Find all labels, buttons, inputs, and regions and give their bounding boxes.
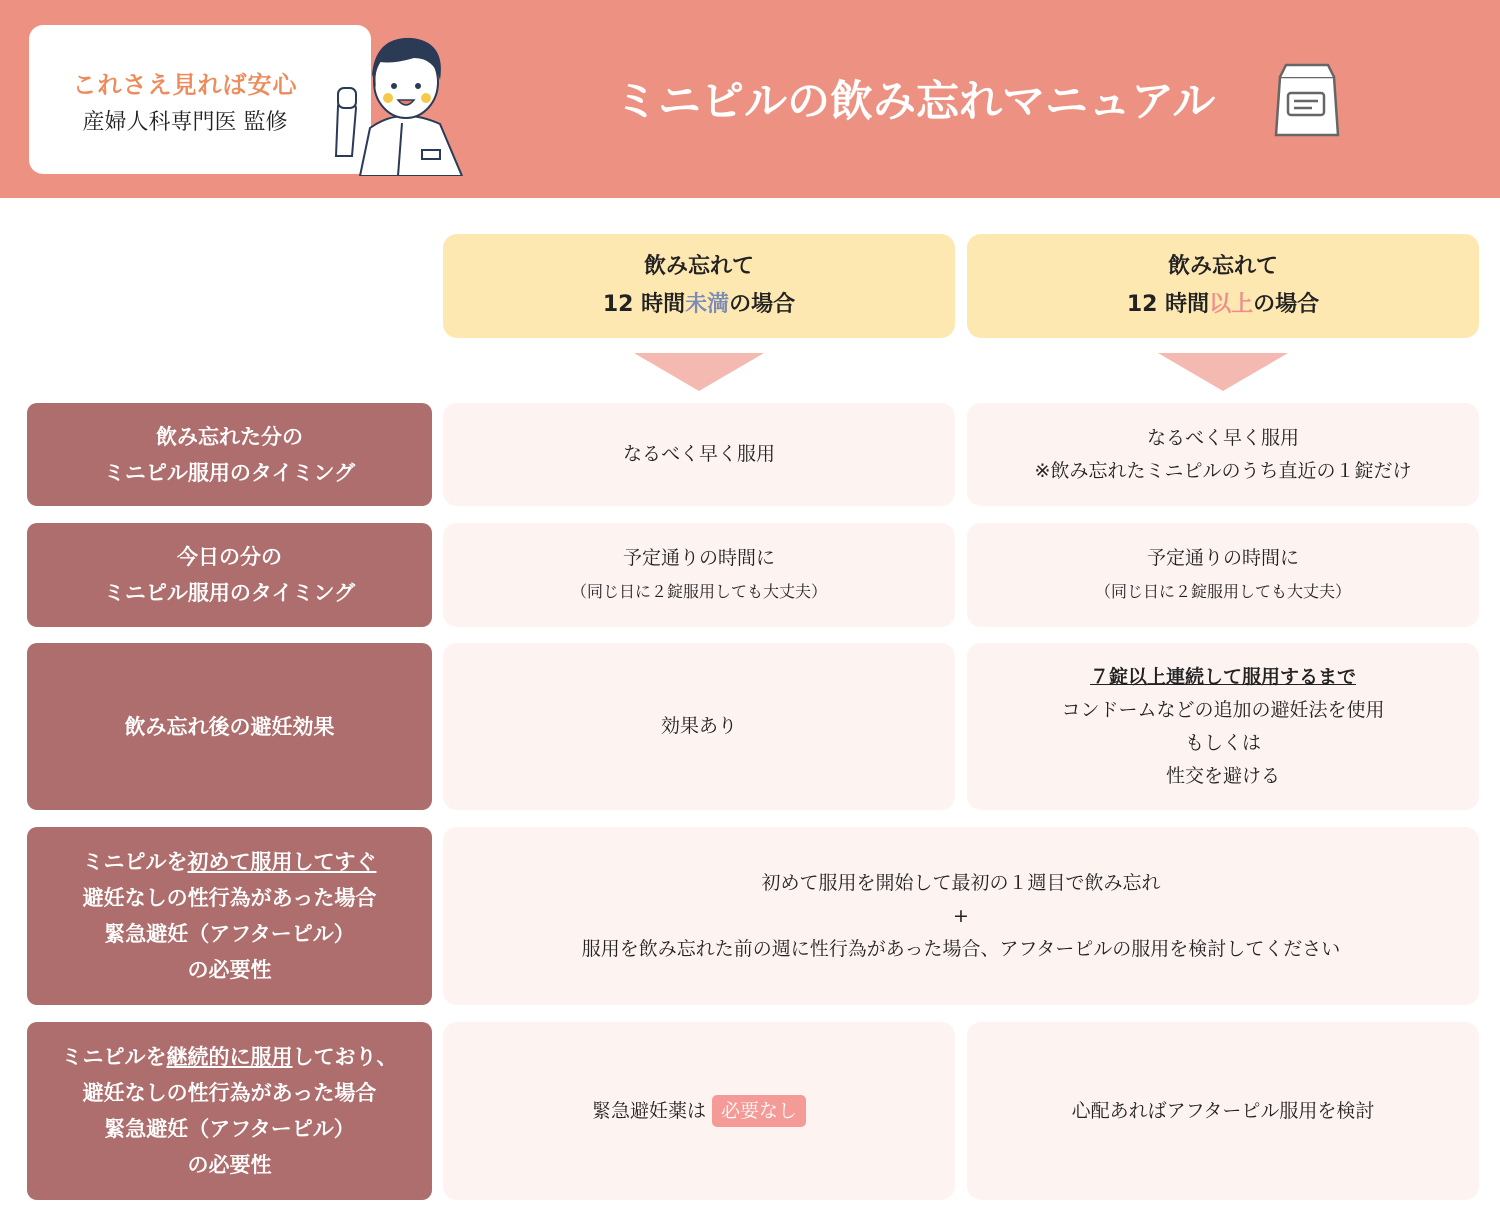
column-header-line1: 飲み忘れて [1167, 254, 1278, 279]
supervision-badge [29, 25, 371, 174]
row-label-line: ミニピル服用のタイミング [103, 581, 356, 605]
row-label-line: 飲み忘れ後の避妊効果 [124, 714, 335, 739]
cell-text: 効果あり [660, 715, 737, 737]
header-banner [0, 0, 1500, 198]
cell-r2-under [443, 523, 955, 627]
label-underlined: 初めて服用してすぐ [187, 850, 377, 874]
cell-text: なるべく早く服用 [1146, 426, 1299, 449]
row-label-missed-pill-timing [27, 403, 432, 506]
under-highlight: 未満 [685, 292, 730, 317]
cell-note: ※飲み忘れたミニピルのうち直近の１錠だけ [1034, 459, 1412, 482]
cell-r5-over [967, 1022, 1479, 1200]
cell-text: 心配あればアフターピル服用を検討 [1071, 1099, 1375, 1122]
cell-r5-under [443, 1022, 955, 1200]
over-highlight: 以上 [1209, 292, 1254, 317]
row-label-line: 飲み忘れた分の [156, 424, 303, 449]
cell-text: なるべく早く服用 [622, 443, 775, 465]
row-label-line [83, 844, 377, 880]
row-label-line: 今日の分の [177, 545, 282, 569]
hours-text: 12 時間 [602, 292, 686, 317]
column-header-line1: 飲み忘れて [643, 254, 754, 279]
row-label-today-pill-timing [27, 523, 432, 627]
cell-plus: + [953, 904, 969, 927]
hours-text: 12 時間 [1126, 292, 1210, 317]
label-text: ミニピルを [61, 1045, 167, 1069]
row-label-line: ミニピル服用のタイミング [103, 460, 356, 485]
cell-r4-wide [443, 827, 1479, 1005]
cell-text: 服用を飲み忘れた前の週に性行為があった場合、アフターピルの服用を検討してください [581, 937, 1341, 960]
cell-text: もしくは [1184, 731, 1261, 754]
row-label-emergency-continuous-use [27, 1022, 432, 1200]
row-label-line: の必要性 [187, 1153, 272, 1177]
badge-tagline: これさえ見れば安心 [72, 71, 298, 99]
cell-text: 予定通りの時間に [1146, 547, 1299, 569]
down-arrow-icon [634, 353, 764, 391]
cell-text-part: 緊急避妊薬は [591, 1099, 706, 1122]
row-label-line: の必要性 [187, 958, 272, 982]
row-label-line: 緊急避妊（アフターピル） [104, 1117, 355, 1141]
cell-text: コンドームなどの追加の避妊法を使用 [1061, 698, 1385, 721]
row-label-line: 避妊なしの性行為があった場合 [82, 1081, 377, 1105]
doctor-illustration [330, 28, 470, 176]
not-required-badge: 必要なし [712, 1095, 806, 1127]
column-header-line2 [1127, 286, 1319, 324]
cell-r1-under [443, 403, 955, 506]
cell-text: 性交を避ける [1165, 764, 1280, 787]
row-label-line [62, 1039, 398, 1075]
cell-emphasis: ７錠以上連続して服用するまで [1089, 665, 1356, 688]
case-text: の場合 [1253, 292, 1320, 317]
page-title: ミニピルの飲み忘れマニュアル [615, 77, 1216, 127]
label-text: ミニピルを [82, 850, 188, 874]
cell-r3-over [967, 643, 1479, 810]
badge-supervisor: 産婦人科専門医 監修 [82, 110, 288, 135]
cell-text: 予定通りの時間に [622, 547, 775, 569]
cell-text: 初めて服用を開始して最初の１週目で飲み忘れ [761, 871, 1161, 894]
label-underlined: 継続的に服用 [166, 1045, 293, 1069]
column-header-over-12h [967, 234, 1479, 338]
row-label-line: 避妊なしの性行為があった場合 [82, 886, 377, 910]
cell-r3-under [443, 643, 955, 810]
cell-r2-over [967, 523, 1479, 627]
column-header-under-12h [443, 234, 955, 338]
cell-note: （同じ日に２錠服用しても大丈夫） [1094, 582, 1351, 601]
down-arrow-icon [1158, 353, 1288, 391]
row-label-emergency-first-use [27, 827, 432, 1005]
row-label-contraceptive-effect [27, 643, 432, 810]
cell-text [592, 1095, 806, 1128]
label-text: しており、 [292, 1045, 398, 1069]
case-text: の場合 [729, 292, 796, 317]
row-label-line: 緊急避妊（アフターピル） [104, 922, 355, 946]
column-header-line2 [603, 286, 795, 324]
medicine-bag-icon [1272, 63, 1342, 137]
cell-r1-over [967, 403, 1479, 506]
cell-note: （同じ日に２錠服用しても大丈夫） [570, 582, 827, 601]
